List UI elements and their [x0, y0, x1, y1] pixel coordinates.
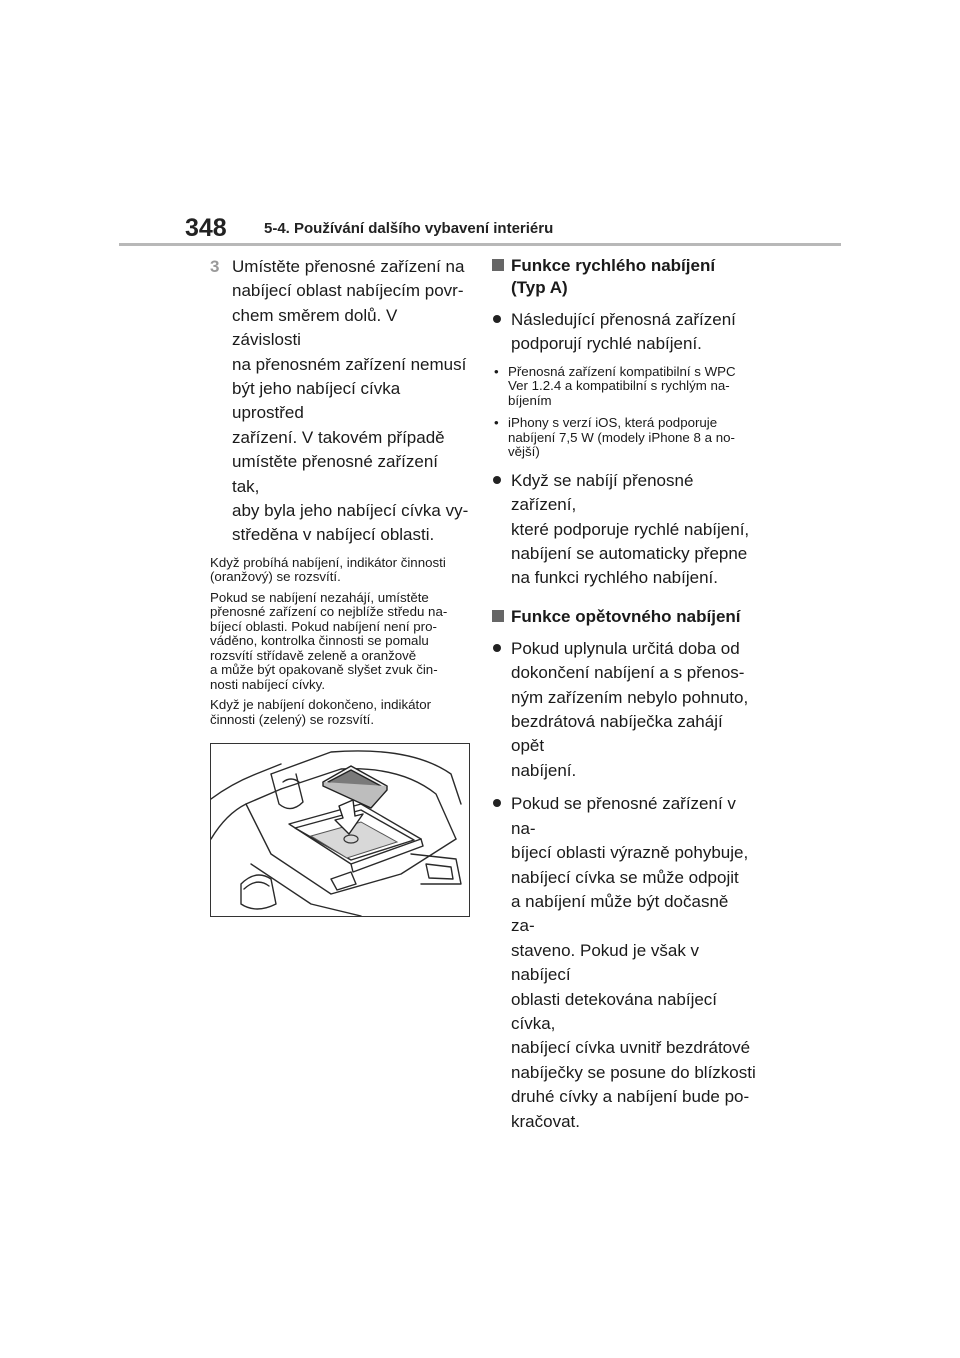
- bullet-dot-icon: [493, 315, 501, 323]
- header-rule: [119, 243, 841, 246]
- text-line: nabíjení se automaticky přepne: [511, 544, 748, 564]
- text-line: chem směrem dolů. V závislosti: [232, 305, 398, 350]
- bullet-text: [511, 637, 756, 783]
- text-line: bíjením: [508, 392, 552, 408]
- square-bullet-icon: [492, 610, 504, 622]
- text-line: na přenosném zařízení nemusí: [232, 354, 467, 374]
- text-line: ným zařízením nebylo pohnuto,: [511, 687, 749, 707]
- left-column: [210, 252, 470, 917]
- text-line: Umístěte přenosné zařízení na: [232, 257, 465, 276]
- right-column: [492, 252, 756, 1134]
- wireless-charger-illustration: [210, 743, 470, 917]
- text-line: bíjecí oblasti. Pokud nabíjení není pro-: [210, 618, 437, 634]
- page-number: 348: [185, 214, 227, 242]
- sub-item-wpc: [492, 365, 756, 409]
- text-line: dokončení nabíjení a s přenos-: [511, 663, 745, 683]
- square-bullet-icon: [492, 259, 504, 271]
- text-line: Funkce rychlého nabíjení: [511, 256, 716, 275]
- bullet-fast-auto-switch: [492, 469, 756, 591]
- text-line: nabíječky se posune do blízkosti: [511, 1062, 756, 1082]
- bullet-dot-icon: [493, 476, 501, 484]
- text-line: nabíjecí cívka uvnitř bezdrátové: [511, 1038, 751, 1058]
- bullet-dot-icon: [493, 799, 501, 807]
- text-line: Následující přenosná zařízení: [511, 310, 736, 329]
- text-line: a může být opakovaně slyšet zvuk čin-: [210, 662, 438, 678]
- text-line: nabíjení 7,5 W (modely iPhone 8 a no-: [508, 429, 735, 445]
- text-line: být jeho nabíjecí cívka uprostřed: [232, 379, 401, 423]
- text-line: nabíjecí oblast nabíjecím povr-: [232, 281, 464, 301]
- text-line: rozsvítí střídavě zeleně a oranžově: [210, 647, 417, 663]
- sub-bullet-marker: •: [494, 415, 499, 431]
- heading-text: [511, 606, 741, 628]
- note-charging-not-started: [210, 591, 470, 693]
- text-line: oblasti detekována nabíjecí cívka,: [511, 989, 718, 1033]
- text-line: nosti nabíjecí cívky.: [210, 676, 326, 692]
- sub-bullet-marker: •: [494, 363, 499, 379]
- text-line: nabíjení.: [511, 760, 577, 780]
- text-line: Pokud se přenosné zařízení v na-: [511, 794, 736, 838]
- text-line: aby byla jeho nabíjecí cívka vy-: [232, 501, 469, 521]
- heading-resume-charging: [492, 606, 756, 628]
- text-line: bíjecí oblasti výrazně pohybuje,: [511, 843, 749, 863]
- text-line: kračovat.: [511, 1111, 580, 1131]
- bullet-fast-supported: [492, 308, 756, 357]
- text-line: bezdrátová nabíječka zahájí opět: [511, 712, 723, 756]
- text-line: umístěte přenosné zařízení tak,: [232, 452, 439, 496]
- text-line: podporují rychlé nabíjení.: [511, 334, 702, 354]
- step-number: 3: [210, 257, 220, 276]
- cup-holder: [241, 875, 276, 909]
- sub-item-iphone: [492, 416, 756, 460]
- bullet-dot-icon: [493, 644, 501, 652]
- step-3: [210, 255, 470, 548]
- text-line: přenosné zařízení co nejblíže středu na-: [210, 604, 448, 620]
- heading-text: [511, 255, 715, 299]
- text-line: které podporuje rychlé nabíjení,: [511, 519, 750, 539]
- text-line: Ver 1.2.4 a kompatibilní s rychlým na-: [508, 378, 730, 394]
- chapter-title: 5-4. Používání dalšího vybavení interiéru: [264, 220, 554, 237]
- step-text: [232, 255, 470, 548]
- heading-fast-charging: [492, 255, 756, 299]
- text-line: nabíjecí cívka se může odpojit: [511, 867, 739, 887]
- text-line: staveno. Pokud je však v nabíjecí: [511, 940, 700, 985]
- text-line: (oranžový) se rozsvítí.: [210, 569, 341, 585]
- text-line: Když probíhá nabíjení, indikátor činnosti: [210, 554, 446, 570]
- text-line: váděno, kontrolka činnosti se pomalu: [210, 633, 429, 649]
- text-line: (Typ A): [511, 278, 568, 297]
- text-line: vější): [508, 444, 540, 460]
- sub-item-text: [508, 365, 756, 409]
- text-line: středěna v nabíjecí oblasti.: [232, 525, 435, 545]
- bullet-text: [511, 308, 756, 357]
- text-line: a nabíjení může být dočasně za-: [511, 891, 729, 936]
- text-line: Pokud uplynula určitá doba od: [511, 638, 740, 658]
- text-line: druhé cívky a nabíjení bude po-: [511, 1087, 750, 1107]
- bullet-text: [511, 469, 756, 591]
- text-line: na funkci rychlého nabíjení.: [511, 568, 718, 588]
- text-line: Funkce opětovného nabíjení: [511, 606, 741, 626]
- note-charging-indicator: [210, 556, 470, 585]
- bullet-resume-time: [492, 637, 756, 783]
- text-line: Když je nabíjení dokončeno, indikátor: [210, 697, 432, 713]
- text-line: činnosti (zelený) se rozsvítí.: [210, 711, 375, 727]
- text-line: Když se nabíjí přenosné zařízení,: [511, 470, 694, 515]
- text-line: Přenosná zařízení kompatibilní s WPC: [508, 363, 736, 379]
- bullet-resume-move: [492, 792, 756, 1134]
- text-line: zařízení. V takovém případě: [232, 427, 445, 447]
- note-charging-complete: [210, 698, 470, 727]
- sub-item-text: [508, 416, 756, 460]
- text-line: iPhony s verzí iOS, která podporuje: [508, 415, 718, 431]
- bullet-text: [511, 792, 756, 1134]
- text-line: Pokud se nabíjení nezahájí, umístěte: [210, 589, 429, 605]
